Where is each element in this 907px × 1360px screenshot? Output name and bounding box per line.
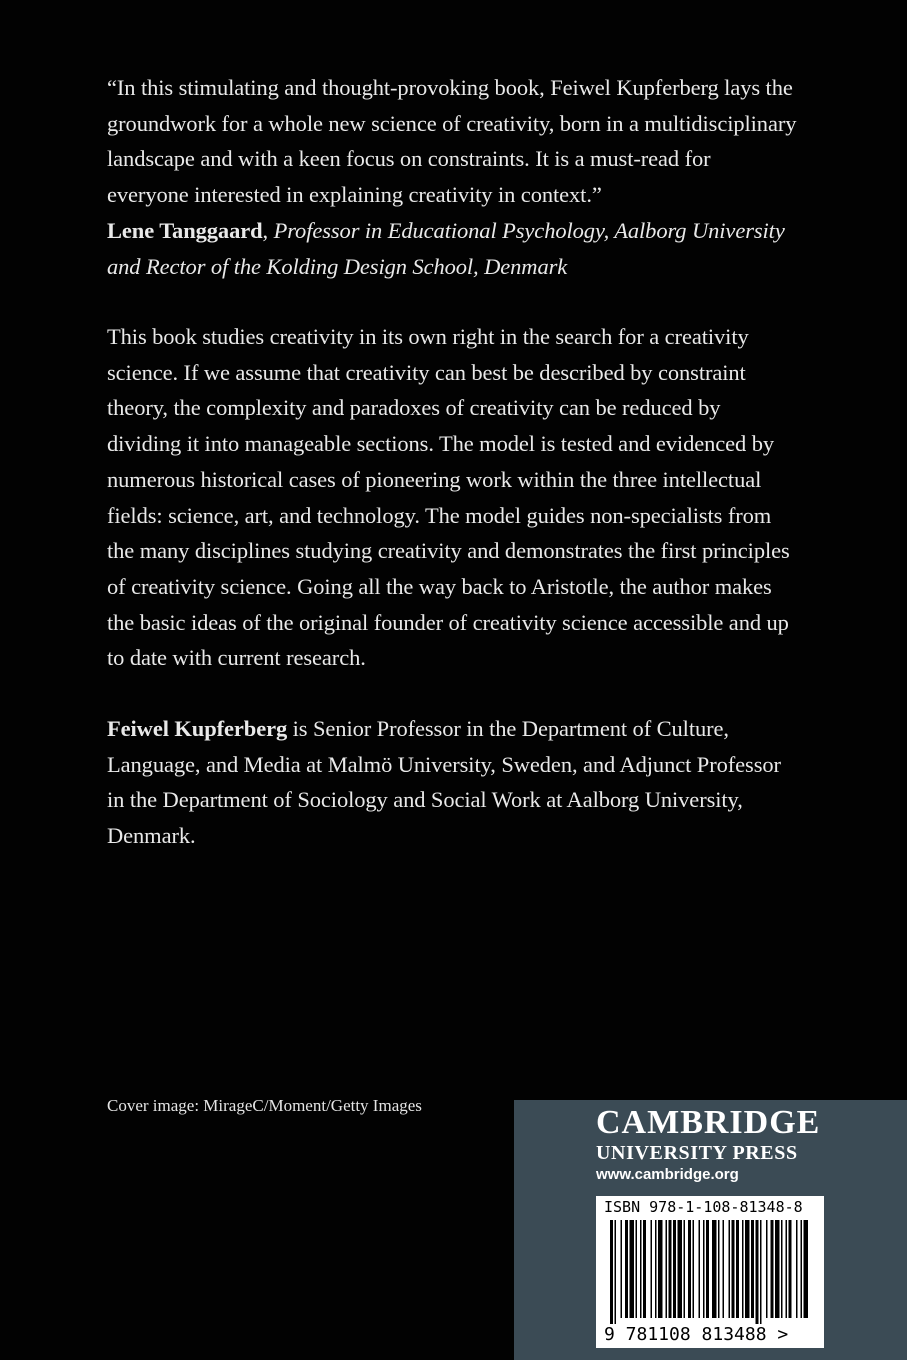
barcode-bar [699,1220,701,1318]
barcode-bar [729,1220,731,1318]
barcode-bar [801,1220,803,1318]
barcode-bar [630,1220,635,1318]
barcode-bar [718,1220,720,1318]
barcode-bar [771,1220,774,1318]
barcode-bar [669,1220,672,1318]
barcode-bar [610,1220,613,1324]
barcode-bar [766,1220,768,1318]
barcode-digits: 9 781108 813488 > [604,1324,789,1345]
barcode-bar [789,1220,792,1318]
barcode-bar [732,1220,735,1318]
barcode-bar [643,1220,646,1318]
barcode-bar [684,1220,686,1318]
quote-author: Lene Tanggaard [107,217,263,243]
publisher-logo-name: CAMBRIDGE [596,1104,821,1141]
author-bio [107,711,797,854]
isbn-label: ISBN 978-1-108-81348-8 [604,1198,803,1216]
barcode-bar [625,1220,628,1318]
cover-image-credit: Cover image: MirageC/Moment/Getty Images [107,1096,422,1115]
barcode-bar [712,1220,717,1318]
barcode-bar [703,1220,705,1318]
barcode-bar [742,1220,744,1318]
barcode-bar [804,1220,809,1318]
barcode-bar [658,1220,663,1318]
barcode-bar [666,1220,668,1318]
quote-attribution [107,213,797,284]
quote-separator: , [262,217,269,243]
publisher-panel [514,1100,907,1360]
bio-text: is Senior Professor in the Department of Culture, Language, and Media at Malmö University, Sweden, and Adjunct Professor in the Department of Sociology and Social Work at Aalborg University, Denmark. [107,716,781,849]
barcode-bar [745,1220,750,1318]
barcode-bar [796,1220,798,1318]
barcode-bar [706,1220,709,1318]
barcode-bar [688,1220,691,1318]
publisher-url: www.cambridge.org [596,1166,739,1183]
barcode-bar [678,1220,683,1318]
barcode-bar [760,1220,762,1324]
barcode-bar [615,1220,617,1324]
barcode-bar [736,1220,739,1318]
barcode-bar [751,1220,754,1318]
barcode-bar [786,1220,788,1318]
quote-text: “In this stimulating and thought-provoking book, Feiwel Kupferberg lays the groundwork for a whole new science of creativity, born in a multidisciplinary landscape and with a keen focus on constraints. It is a must-read for everyone interested in explaining creativity in context.” [107,75,797,208]
book-description [107,319,797,676]
endorsement-quote [107,70,797,284]
description-text: This book studies creativity in its own right in the search for a creativity science. If we assume that creativity can best be described by constraint theory, the complexity and paradoxes of creativity can be reduced by dividing it into manageable sections. The model is tested and evidenced by numerous historical cases of pioneering work within the three intellectual fields: science, art, and technology. The model guides non-specialists from the many disciplines studying creativity and demonstrates the first principles of creativity science. Going all the way back to Aristotle, the author makes the basic ideas of the original founder of creativity science accessible and up to date with current research. [107,324,790,671]
publisher-logo-subtitle: UNIVERSITY PRESS [596,1142,798,1164]
barcode-bar [693,1220,695,1318]
barcode-bar [756,1220,759,1324]
quote-affiliation: Professor in Educational Psychology, Aalborg University and Rector of the Kolding Design School, Denmark [107,217,785,279]
barcode-bar [775,1220,780,1318]
barcode-bar [781,1220,783,1318]
barcode-bar [640,1220,642,1318]
barcode-bar [655,1220,657,1318]
barcode-bar [723,1220,725,1318]
bio-author-name: Feiwel Kupferberg [107,716,288,741]
isbn-barcode [596,1196,824,1348]
barcode-bar [673,1220,676,1318]
bio-paragraph [107,711,797,854]
barcode-bar [636,1220,638,1318]
barcode-bar [621,1220,623,1318]
barcode-bar [651,1220,653,1318]
